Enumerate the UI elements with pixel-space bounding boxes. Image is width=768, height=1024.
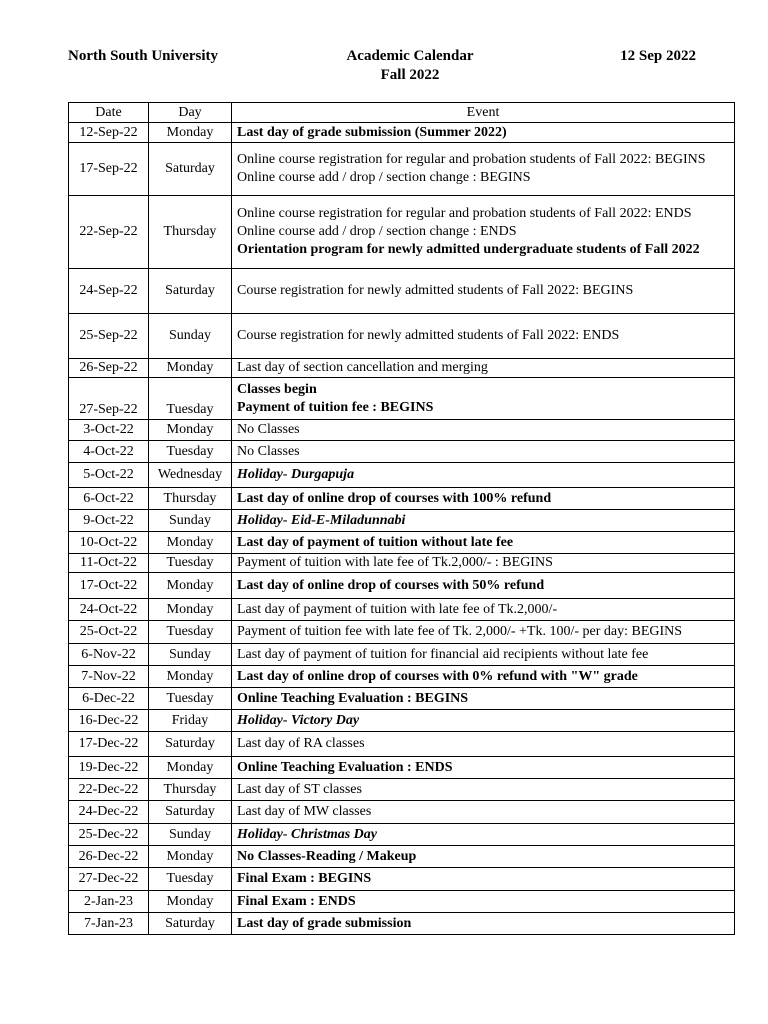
event-date: 6-Nov-22 [69,644,149,666]
event-date: 17-Dec-22 [69,732,149,757]
event-text: Payment of tuition fee with late fee of Tk. 2,000/- +Tk. 100/- per day: BEGINS [237,624,683,639]
event-cell [232,463,735,488]
event-day: Sunday [149,510,232,532]
table-row [69,532,735,554]
event-day: Wednesday [149,463,232,488]
event-date: 12-Sep-22 [69,123,149,143]
event-date: 17-Oct-22 [69,573,149,599]
event-day: Monday [149,573,232,599]
calendar-title-line1: Academic Calendar [346,48,474,64]
event-day: Monday [149,359,232,378]
event-day: Thursday [149,779,232,801]
table-row [69,510,735,532]
document-date: 12 Sep 2022 [620,48,696,64]
event-day: Monday [149,420,232,441]
event-day: Thursday [149,196,232,269]
event-date: 10-Oct-22 [69,532,149,554]
event-cell [232,666,735,688]
table-row [69,666,735,688]
event-text: Online Teaching Evaluation : BEGINS [237,690,469,706]
event-cell [232,868,735,891]
calendar-title-line2: Fall 2022 [380,67,440,83]
event-date: 4-Oct-22 [69,441,149,463]
event-date: 26-Dec-22 [69,846,149,868]
table-row [69,441,735,463]
event-cell [232,846,735,868]
event-day: Sunday [149,644,232,666]
event-text: Holiday- Victory Day [237,712,360,728]
event-cell [232,359,735,378]
event-text: Final Exam : ENDS [237,893,356,909]
event-date: 24-Dec-22 [69,801,149,824]
event-cell [232,123,735,143]
event-day: Sunday [149,824,232,846]
event-text: Payment of tuition with late fee of Tk.2,000/- : BEGINS [237,555,553,570]
event-text: Last day of payment of tuition with late fee of Tk.2,000/- [237,601,558,617]
event-date: 16-Dec-22 [69,710,149,732]
event-text: Last day of MW classes [237,804,372,819]
event-date: 22-Dec-22 [69,779,149,801]
table-row [69,644,735,666]
event-day: Friday [149,710,232,732]
event-day: Tuesday [149,554,232,573]
table-row [69,801,735,824]
calendar-table-body [69,123,735,935]
table-row [69,196,735,269]
event-date: 25-Dec-22 [69,824,149,846]
event-day: Saturday [149,269,232,314]
event-text: Last day of payment of tuition for financial aid recipients without late fee [237,646,649,662]
event-text: Last day of online drop of courses with 50% refund [237,577,545,593]
table-row [69,688,735,710]
event-day: Tuesday [149,688,232,710]
event-day: Tuesday [149,868,232,891]
event-cell [232,891,735,913]
event-cell [232,573,735,599]
event-day: Monday [149,891,232,913]
table-row [69,710,735,732]
event-date: 25-Oct-22 [69,621,149,644]
table-row [69,488,735,510]
table-row [69,573,735,599]
event-date: 11-Oct-22 [69,554,149,573]
event-text: Last day of RA classes [237,736,365,751]
table-row [69,891,735,913]
event-text: Classes begin [237,381,317,397]
table-row [69,269,735,314]
event-day: Thursday [149,488,232,510]
event-day: Monday [149,666,232,688]
event-date: 6-Dec-22 [69,688,149,710]
event-text: Online course add / drop / section change : ENDS [237,224,517,239]
event-text: Last day of grade submission [237,915,412,931]
table-row [69,143,735,196]
event-cell [232,420,735,441]
event-cell [232,644,735,666]
event-cell [232,732,735,757]
event-date: 27-Sep-22 [69,378,149,420]
event-text: Last day of grade submission (Summer 2022) [237,124,507,140]
table-row [69,913,735,935]
event-text: Online Teaching Evaluation : ENDS [237,759,453,775]
event-cell [232,801,735,824]
event-text: No Classes [237,443,300,459]
event-day: Monday [149,599,232,621]
event-cell [232,710,735,732]
event-day: Monday [149,532,232,554]
event-text: Last day of section cancellation and merging [237,360,488,375]
event-date: 19-Dec-22 [69,757,149,779]
university-name: North South University [68,48,219,64]
event-cell [232,378,735,420]
event-date: 9-Oct-22 [69,510,149,532]
event-date: 22-Sep-22 [69,196,149,269]
event-day: Saturday [149,801,232,824]
event-date: 24-Sep-22 [69,269,149,314]
event-date: 7-Nov-22 [69,666,149,688]
column-header-event: Event [232,103,735,123]
event-cell [232,441,735,463]
table-row [69,732,735,757]
event-date: 7-Jan-23 [69,913,149,935]
event-cell [232,314,735,359]
event-cell [232,757,735,779]
event-text: No Classes [237,422,300,437]
column-header-day: Day [149,103,232,123]
event-text: Holiday- Eid-E-Miladunnabi [237,512,406,528]
event-day: Tuesday [149,621,232,644]
event-cell [232,143,735,196]
event-date: 27-Dec-22 [69,868,149,891]
event-text: Course registration for newly admitted students of Fall 2022: BEGINS [237,283,634,298]
event-day: Tuesday [149,378,232,420]
event-cell [232,510,735,532]
table-row [69,621,735,644]
event-text: Last day of online drop of courses with 0% refund with "W" grade [237,668,638,684]
table-row [69,359,735,378]
event-cell [232,532,735,554]
event-text: Online course registration for regular and probation students of Fall 2022: BEGINS [237,152,706,167]
event-date: 2-Jan-23 [69,891,149,913]
event-day: Monday [149,123,232,143]
table-row [69,757,735,779]
event-cell [232,913,735,935]
event-date: 6-Oct-22 [69,488,149,510]
table-row [69,554,735,573]
calendar-title [300,47,520,85]
table-row [69,463,735,488]
event-date: 26-Sep-22 [69,359,149,378]
event-text: Payment of tuition fee : BEGINS [237,399,434,415]
calendar-table [68,102,735,935]
event-cell [232,824,735,846]
event-cell [232,779,735,801]
event-text: Orientation program for newly admitted undergraduate students of Fall 2022 [237,242,700,257]
table-header-row [69,103,735,123]
event-text: Online course registration for regular and probation students of Fall 2022: ENDS [237,206,692,221]
event-text: Holiday- Durgapuja [237,467,355,482]
table-row [69,868,735,891]
event-cell [232,688,735,710]
event-date: 3-Oct-22 [69,420,149,441]
table-row [69,123,735,143]
event-cell [232,554,735,573]
event-cell [232,621,735,644]
event-cell [232,599,735,621]
event-day: Tuesday [149,441,232,463]
event-text: Course registration for newly admitted students of Fall 2022: ENDS [237,328,620,343]
event-cell [232,269,735,314]
event-day: Monday [149,846,232,868]
event-text: Last day of online drop of courses with 100% refund [237,490,552,506]
event-cell [232,196,735,269]
event-day: Saturday [149,143,232,196]
event-text: No Classes-Reading / Makeup [237,848,417,864]
table-row [69,378,735,420]
event-text: Last day of ST classes [237,781,362,797]
event-date: 17-Sep-22 [69,143,149,196]
event-text: Holiday- Christmas Day [237,826,378,842]
table-row [69,779,735,801]
event-day: Sunday [149,314,232,359]
event-text: Online course add / drop / section change : BEGINS [237,170,531,185]
table-row [69,824,735,846]
column-header-date: Date [69,103,149,123]
table-row [69,420,735,441]
event-day: Monday [149,757,232,779]
event-text: Final Exam : BEGINS [237,871,372,886]
event-text: Last day of payment of tuition without late fee [237,534,514,550]
table-row [69,846,735,868]
event-date: 24-Oct-22 [69,599,149,621]
table-row [69,314,735,359]
event-date: 25-Sep-22 [69,314,149,359]
table-row [69,599,735,621]
event-cell [232,488,735,510]
event-day: Saturday [149,913,232,935]
event-day: Saturday [149,732,232,757]
event-date: 5-Oct-22 [69,463,149,488]
